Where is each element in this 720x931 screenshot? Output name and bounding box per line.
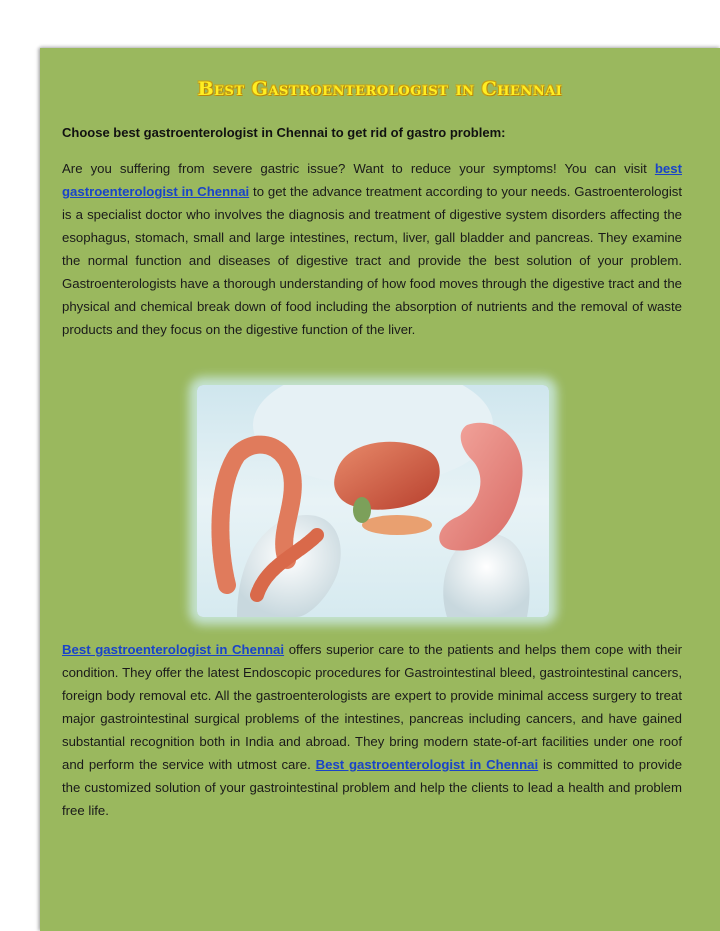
intro-rest-text: to get the advance treatment according to your needs. Gastroenterologist is a specialist doctor who involves the diagnosis and treatment of digestive system disorders affecting the esophagus, stomach, small and large intestines, rectum, liver, gall bladder and pancreas. They examine the normal function and diseases of digestive tract and provide the best solution of your problem. Gastroenterologists have a thorough understanding of how food moves through the digestive tract and the physical and chemical break down of food including the absorption of nutrients and the removal of waste products and they focus on the digestive function of the liver. (62, 184, 683, 337)
gallbladder-shape (353, 497, 371, 523)
intro-lead-text: Are you suffering from severe gastric issue? Want to reduce your symptoms! You can visit (62, 161, 647, 176)
services-text-1: offers superior care to the patients and helps them cope with their condition. They offer the latest Endoscopic procedures for Gastrointestinal bleed, gastrointestinal cancers, foreign body removal etc. All the gastroenterologists are expert to provide minimal access surgery to treat major gastrointestinal surgical problems of the intestines, pancreas including cancers, and have gained substantial recognition both in India and abroad. They bring modern state-of-art facilities under one roof and perform the service with utmost care. (62, 642, 682, 772)
gastroenterologist-link-3[interactable]: Best gastroenterologist in Chennai (315, 757, 539, 772)
services-text-2: is committed to provide the customized solution of your gastrointestinal problem and help the clients to lead a health and problem free life. (62, 757, 683, 818)
services-paragraph (62, 638, 682, 822)
document-page (40, 48, 720, 931)
page-title: Best Gastroenterologist in Chennai (197, 78, 563, 100)
intro-paragraph (62, 157, 682, 341)
pancreas-shape (362, 515, 432, 535)
digestive-organs-illustration (197, 385, 549, 617)
subheading: Choose best gastroenterologist in Chennai to get rid of gastro problem: (62, 125, 506, 140)
gastroenterologist-link-2[interactable]: Best gastroenterologist in Chennai (62, 642, 285, 657)
digestive-organs-image (197, 385, 549, 617)
gastroenterologist-link-1[interactable]: best gastroenterologist in Chennai (62, 161, 682, 199)
